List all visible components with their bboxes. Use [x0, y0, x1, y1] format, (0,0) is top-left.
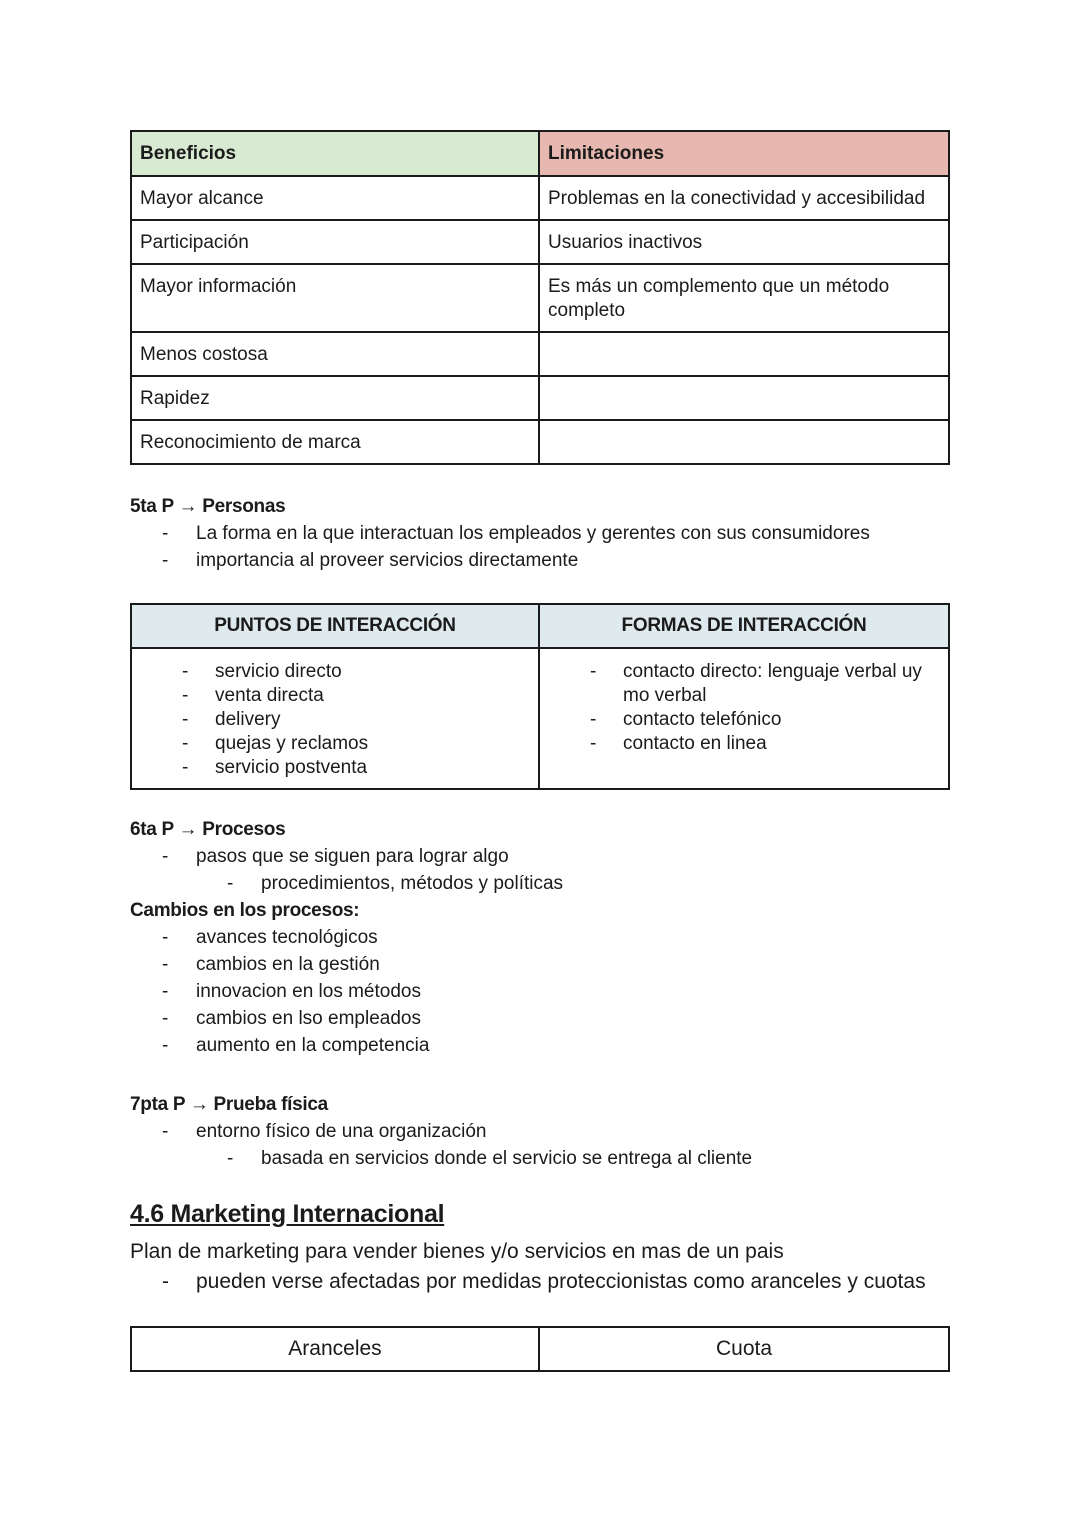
list-item: - La forma en la que interactuan los empleados y gerentes con sus consumidores: [130, 520, 870, 547]
table-cell: Reconocimiento de marca: [131, 420, 539, 464]
table-cell: Usuarios inactivos: [539, 220, 949, 264]
table-row: [131, 264, 949, 332]
table-cell: [131, 648, 539, 789]
list-item: - importancia al proveer servicios directamente: [130, 547, 870, 574]
benefits-limitations-table: [130, 130, 950, 465]
table-row: [131, 420, 949, 464]
table-header-row: [131, 604, 949, 648]
table-row: [131, 1327, 949, 1371]
table-cell: Participación: [131, 220, 539, 264]
list-item: - servicio directo: [140, 660, 530, 684]
header-limitaciones: Limitaciones: [539, 131, 949, 176]
sub-list-item: - basada en servicios donde el servicio se entrega al cliente: [130, 1145, 752, 1172]
list-item: - contacto directo: lenguaje verbal uy mo verbal: [548, 660, 940, 708]
section-title: 5ta P → Personas: [130, 496, 286, 517]
table-cell: Problemas en la conectividad y accesibilidad: [539, 176, 949, 220]
list-item: - contacto telefónico: [548, 708, 940, 732]
bullet-list: [130, 924, 563, 1059]
table-row: [131, 648, 949, 789]
table-cell-empty: [539, 420, 949, 464]
section-heading: 4.6 Marketing Internacional: [130, 1200, 445, 1228]
bullet-list: [548, 660, 940, 756]
table-cell: Cuota: [539, 1327, 949, 1371]
list-item: - servicio postventa: [140, 756, 530, 780]
list-item: - pueden verse afectadas por medidas proteccionistas como aranceles y cuotas: [130, 1267, 926, 1297]
header-beneficios: Beneficios: [131, 131, 539, 176]
list-item: - cambios en la gestión: [130, 951, 563, 978]
bullet-list: [130, 520, 870, 574]
section-title: 6ta P → Procesos: [130, 819, 286, 840]
table-cell: Mayor alcance: [131, 176, 539, 220]
bullet-list: [140, 660, 530, 780]
bullet-list: [130, 1118, 752, 1172]
table-row: [131, 176, 949, 220]
table-cell-empty: [539, 332, 949, 376]
list-item: - entorno físico de una organización: [130, 1118, 752, 1145]
interaction-table: [130, 603, 950, 790]
list-item: - pasos que se siguen para lograr algo: [130, 843, 563, 870]
paragraph: Plan de marketing para vender bienes y/o servicios en mas de un pais: [130, 1240, 784, 1263]
bullet-list: [130, 1267, 926, 1297]
list-item: - venta directa: [140, 684, 530, 708]
table-cell: Rapidez: [131, 376, 539, 420]
table-row: [131, 220, 949, 264]
table-cell: Mayor información: [131, 264, 539, 332]
procesos-section: [130, 816, 563, 1059]
table-cell: [539, 648, 949, 789]
marketing-int-body: [130, 1237, 926, 1297]
list-item: - quejas y reclamos: [140, 732, 530, 756]
subsection-title: Cambios en los procesos:: [130, 900, 360, 921]
list-item: - aumento en la competencia: [130, 1032, 563, 1059]
list-item: - innovacion en los métodos: [130, 978, 563, 1005]
table-header-row: [131, 131, 949, 176]
table-cell: Es más un complemento que un método completo: [539, 264, 949, 332]
list-item: - avances tecnológicos: [130, 924, 563, 951]
table-cell-empty: [539, 376, 949, 420]
aranceles-cuota-table: [130, 1326, 950, 1372]
list-item: - delivery: [140, 708, 530, 732]
table-row: [131, 332, 949, 376]
sub-list-item: - procedimientos, métodos y políticas: [130, 870, 563, 897]
section-title: 7pta P → Prueba física: [130, 1094, 328, 1115]
personas-section: [130, 493, 870, 574]
prueba-section: [130, 1091, 752, 1172]
table-row: [131, 376, 949, 420]
list-item: - contacto en linea: [548, 732, 940, 756]
list-item: - cambios en lso empleados: [130, 1005, 563, 1032]
header-puntos: PUNTOS DE INTERACCIÓN: [131, 604, 539, 648]
table-cell: Menos costosa: [131, 332, 539, 376]
bullet-list: [130, 843, 563, 897]
header-formas: FORMAS DE INTERACCIÓN: [539, 604, 949, 648]
table-cell: Aranceles: [131, 1327, 539, 1371]
